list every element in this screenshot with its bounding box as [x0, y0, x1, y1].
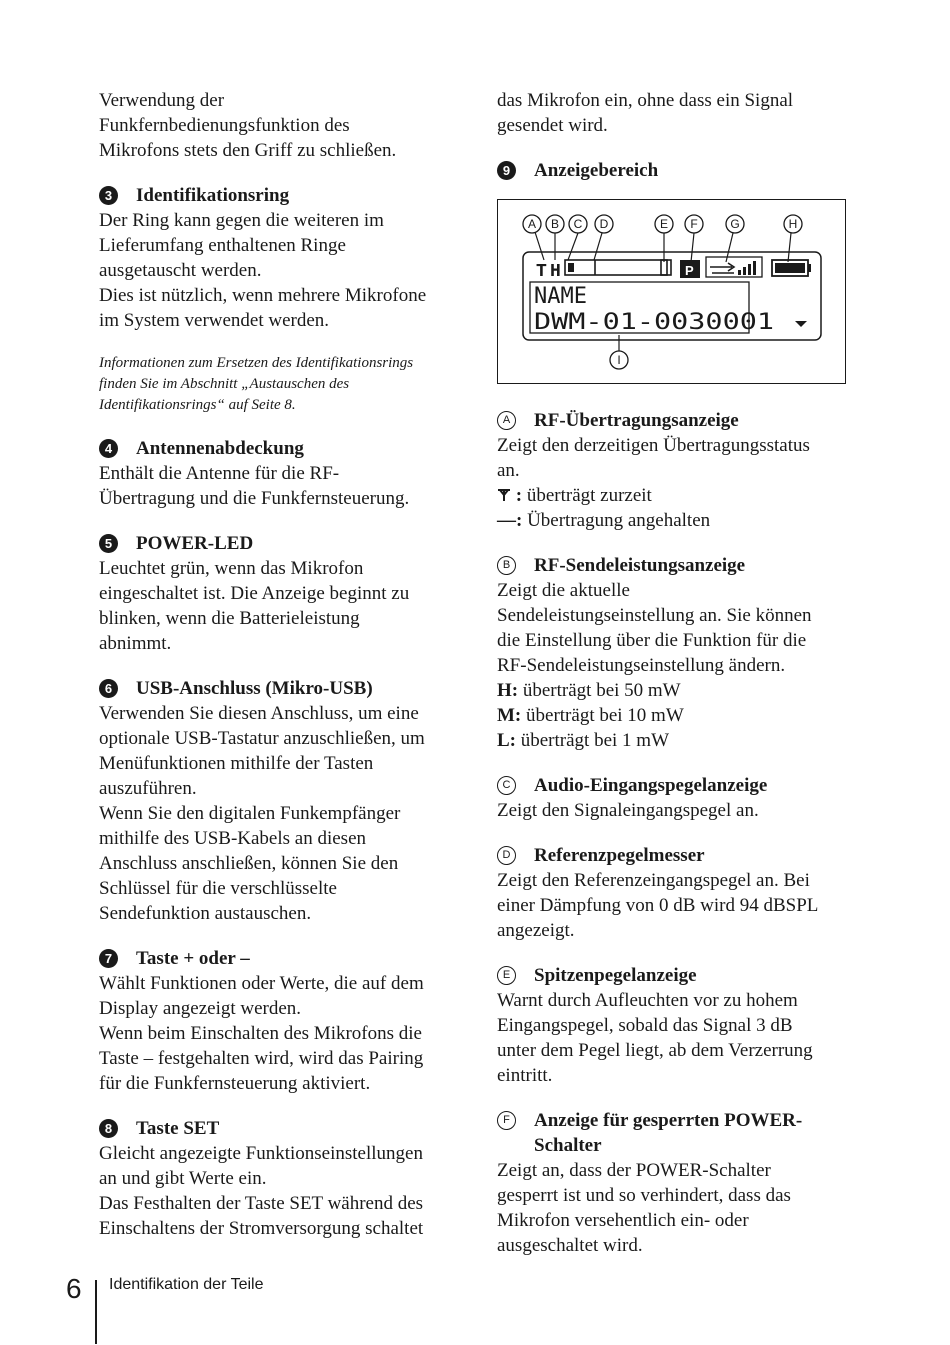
text-line: Zeigt den Signaleingangspegel an. — [497, 800, 759, 821]
page-number: 6 — [66, 1273, 82, 1304]
section-heading — [497, 553, 867, 578]
kv-key: M: — [497, 705, 522, 726]
section-heading — [99, 436, 464, 461]
section-title: Taste + oder – — [136, 948, 250, 969]
text-line: Gleicht angezeigte Funktionseinstellungen — [99, 1143, 423, 1164]
text-line: Das Festhalten der Taste SET während des — [99, 1193, 424, 1214]
text-line: optionale USB-Tastatur anzuschließen, um — [99, 728, 425, 749]
text-line: Wenn Sie den digitalen Funkempfänger — [99, 803, 401, 824]
section-title — [534, 1108, 802, 1158]
text-line: einer Dämpfung von 0 dB wird 94 dBSPL — [497, 895, 819, 916]
text-line: Display angezeigt werden. — [99, 998, 302, 1019]
text-line: Wählt Funktionen oder Werte, die auf dem — [99, 973, 424, 994]
signal-bar-3 — [748, 264, 751, 275]
section-anzeigebereich — [497, 158, 867, 183]
lcd-display-figure — [497, 199, 846, 384]
number-badge: 8 — [99, 1119, 118, 1138]
text-line: Sendefunktion austauschen. — [99, 903, 312, 924]
text-line: Verwenden Sie diesen Anschluss, um eine — [99, 703, 419, 724]
text-line: Zeigt die aktuelle — [497, 580, 630, 601]
rf-transmission-indicator: T — [536, 262, 547, 282]
text-line: an. — [497, 460, 520, 481]
text-line: für die Funkfernsteuerung aktiviert. — [99, 1073, 371, 1094]
signal-bar-2 — [743, 267, 746, 275]
text-line: gesendet wird. — [497, 115, 608, 136]
text-line: Zeigt den derzeitigen Übertragungsstatus — [497, 435, 810, 456]
text-line: eintritt. — [497, 1065, 553, 1086]
section-antennenabdeckung — [99, 436, 464, 511]
audio-level-meter — [565, 260, 671, 275]
text-line: abnimmt. — [99, 633, 172, 654]
number-badge: 7 — [99, 949, 118, 968]
letter-badge: F — [497, 1111, 516, 1130]
text-line: RF-Sendeleistungseinstellung ändern. — [497, 655, 786, 676]
left-column — [99, 88, 464, 1241]
section-heading — [497, 408, 867, 433]
text-line: ausgetauscht werden. — [99, 260, 262, 281]
kv-value: Übertragung angehalten — [527, 510, 711, 531]
text-line: Einschaltens der Stromversorgung schaltet — [99, 1218, 424, 1239]
section-usb-anschluss — [99, 676, 464, 926]
text-line: mithilfe des USB-Kabels an diesen — [99, 828, 367, 849]
scroll-down-arrow-icon — [795, 321, 807, 327]
section-heading — [497, 963, 867, 988]
letter-badge: B — [497, 556, 516, 575]
text-line: Eingangspegel, sobald das Signal 3 dB — [497, 1015, 793, 1036]
section-audio-eingangspegelanzeige — [497, 773, 867, 823]
lcd-name-line: NAME — [534, 284, 587, 309]
right-column — [497, 88, 867, 1258]
kv-key: H: — [497, 680, 519, 701]
kv-line — [497, 483, 867, 508]
section-title: POWER-LED — [136, 533, 254, 554]
kv-key: L: — [497, 730, 516, 751]
italic-note — [99, 353, 464, 416]
lock-symbol-text: P — [685, 263, 694, 278]
kv-line — [497, 703, 867, 728]
text-line: Zeigt den Referenzeingangspegel an. Bei — [497, 870, 810, 891]
kv-sep: : — [516, 510, 528, 531]
callout-b-label: B — [550, 217, 560, 231]
text-line: Schlüssel für die verschlüsselte — [99, 878, 337, 899]
number-badge: 6 — [99, 679, 118, 698]
lcd-diagram — [498, 200, 847, 385]
section-title: USB-Anschluss (Mikro-USB) — [136, 678, 373, 699]
text-line: Taste – festgehalten wird, wird das Pairing — [99, 1048, 424, 1069]
callout-f-label: F — [690, 217, 698, 231]
text-line: Anschluss anschließen, können Sie den — [99, 853, 399, 874]
section-spitzenpegelanzeige — [497, 963, 867, 1088]
letter-badge: A — [497, 411, 516, 430]
kv-value: überträgt bei 10 mW — [526, 705, 684, 726]
kv-value: überträgt zurzeit — [526, 485, 652, 506]
section-heading — [99, 946, 464, 971]
title-line: Schalter — [534, 1135, 602, 1156]
text-line: Enthält die Antenne für die RF- — [99, 463, 340, 484]
section-taste-plus-minus — [99, 946, 464, 1096]
callout-h-label: H — [788, 217, 798, 231]
text-line: an und gibt Werte ein. — [99, 1168, 267, 1189]
footer-divider — [95, 1280, 97, 1344]
audio-level-fill — [568, 263, 574, 272]
text-line: Menüfunktionen mithilfe der Tasten — [99, 753, 374, 774]
callout-d-label: D — [599, 217, 609, 231]
text-line: Zeigt an, dass der POWER-Schalter — [497, 1160, 771, 1181]
signal-bar-1 — [738, 270, 741, 275]
text-line: Funkfernbedienungsfunktion des — [99, 115, 350, 136]
callout-e-label: E — [659, 217, 669, 231]
section-title: RF-Sendeleistungsanzeige — [534, 555, 746, 576]
section-heading — [99, 1116, 464, 1141]
kv-key: — — [497, 510, 516, 531]
text-line: blinken, wenn die Batterieleistung — [99, 608, 360, 629]
kv-sep: : — [511, 485, 527, 506]
text-line: Leuchtet grün, wenn das Mikrofon — [99, 558, 364, 579]
note-line: finden Sie im Abschnitt „Austauschen des — [99, 376, 350, 392]
text-line: Mikrofon versehentlich ein- oder — [497, 1210, 749, 1231]
rf-link-icon — [710, 263, 734, 273]
letter-badge: E — [497, 966, 516, 985]
section-title: Antennenabdeckung — [136, 438, 304, 459]
text-line: die Einstellung über die Funktion für die — [497, 630, 807, 651]
text-line: unter dem Pegel liegt, ab dem Verzerrung — [497, 1040, 813, 1061]
intro-paragraph — [99, 88, 464, 163]
lcd-status-row — [536, 257, 811, 282]
callout-i-label: I — [617, 353, 621, 367]
number-badge: 3 — [99, 186, 118, 205]
kv-line — [497, 508, 867, 533]
section-heading — [99, 676, 464, 701]
peak-indicator — [661, 260, 667, 275]
letter-badge: C — [497, 776, 516, 795]
note-line: Identifikationsrings“ auf Seite 8. — [99, 397, 296, 413]
number-badge: 5 — [99, 534, 118, 553]
battery-tip — [808, 264, 811, 272]
callout-g-label: G — [730, 217, 740, 231]
section-identifikationsring — [99, 183, 464, 416]
section-heading — [497, 843, 867, 868]
number-badge: 9 — [497, 161, 516, 180]
section-title: Spitzenpegelanzeige — [534, 965, 697, 986]
section-title: Referenzpegelmesser — [534, 845, 705, 866]
continued-paragraph — [497, 88, 867, 138]
section-heading — [497, 773, 867, 798]
note-line: Informationen zum Ersetzen des Identifikationsrings — [99, 355, 414, 371]
section-referenzpegelmesser — [497, 843, 867, 943]
section-rf-sendeleistungsanzeige — [497, 553, 867, 753]
kv-line — [497, 678, 867, 703]
callout-a-label: A — [527, 217, 537, 231]
section-title: RF-Übertragungsanzeige — [534, 410, 739, 431]
text-line: Warnt durch Aufleuchten vor zu hohem — [497, 990, 798, 1011]
section-heading — [99, 183, 464, 208]
letter-badge: D — [497, 846, 516, 865]
text-line: angezeigt. — [497, 920, 575, 941]
kv-value: überträgt bei 50 mW — [522, 680, 681, 701]
title-line: Anzeige für gesperrten POWER- — [534, 1110, 803, 1131]
section-heading — [497, 158, 867, 183]
text-line: das Mikrofon ein, ohne dass ein Signal — [497, 90, 794, 111]
text-line: Der Ring kann gegen die weiteren im — [99, 210, 384, 231]
battery-fill — [775, 263, 805, 273]
number-badge: 4 — [99, 439, 118, 458]
section-rf-uebertragungsanzeige — [497, 408, 867, 533]
section-title: Audio-Eingangspegelanzeige — [534, 775, 768, 796]
section-heading — [99, 531, 464, 556]
text-line: Übertragung und die Funkfernsteuerung. — [99, 488, 410, 509]
section-heading — [497, 1108, 867, 1158]
section-power-led — [99, 531, 464, 656]
text-line: im System verwendet werden. — [99, 310, 330, 331]
text-line: Lieferumfang enthaltenen Ringe — [99, 235, 346, 256]
rf-power-indicator: H — [550, 262, 561, 282]
text-line: Dies ist nützlich, wenn mehrere Mikrofone — [99, 285, 427, 306]
kv-line — [497, 728, 867, 753]
antenna-icon — [497, 488, 511, 502]
text-line: Verwendung der — [99, 90, 225, 111]
section-anzeige-gesperrter-power-schalter — [497, 1108, 867, 1258]
text-line: ausgeschaltet wird. — [497, 1235, 643, 1256]
signal-bar-4 — [753, 261, 756, 275]
section-title: Taste SET — [136, 1118, 220, 1139]
text-line: Wenn beim Einschalten des Mikrofons die — [99, 1023, 422, 1044]
lcd-id-line: DWM-01-0030001 — [534, 310, 774, 335]
section-title: Anzeigebereich — [534, 160, 659, 181]
text-line: Sendeleistungseinstellung an. Sie können — [497, 605, 812, 626]
text-line: auszuführen. — [99, 778, 197, 799]
section-title: Identifikationsring — [136, 185, 290, 206]
kv-value: überträgt bei 1 mW — [520, 730, 670, 751]
text-line: eingeschaltet ist. Die Anzeige beginnt zu — [99, 583, 410, 604]
footer-section-title: Identifikation der Teile — [109, 1276, 264, 1293]
text-line: gesperrt ist und so verhindert, dass das — [497, 1185, 791, 1206]
text-line: Mikrofons stets den Griff zu schließen. — [99, 140, 397, 161]
section-taste-set — [99, 1116, 464, 1241]
callout-c-label: C — [573, 217, 583, 231]
